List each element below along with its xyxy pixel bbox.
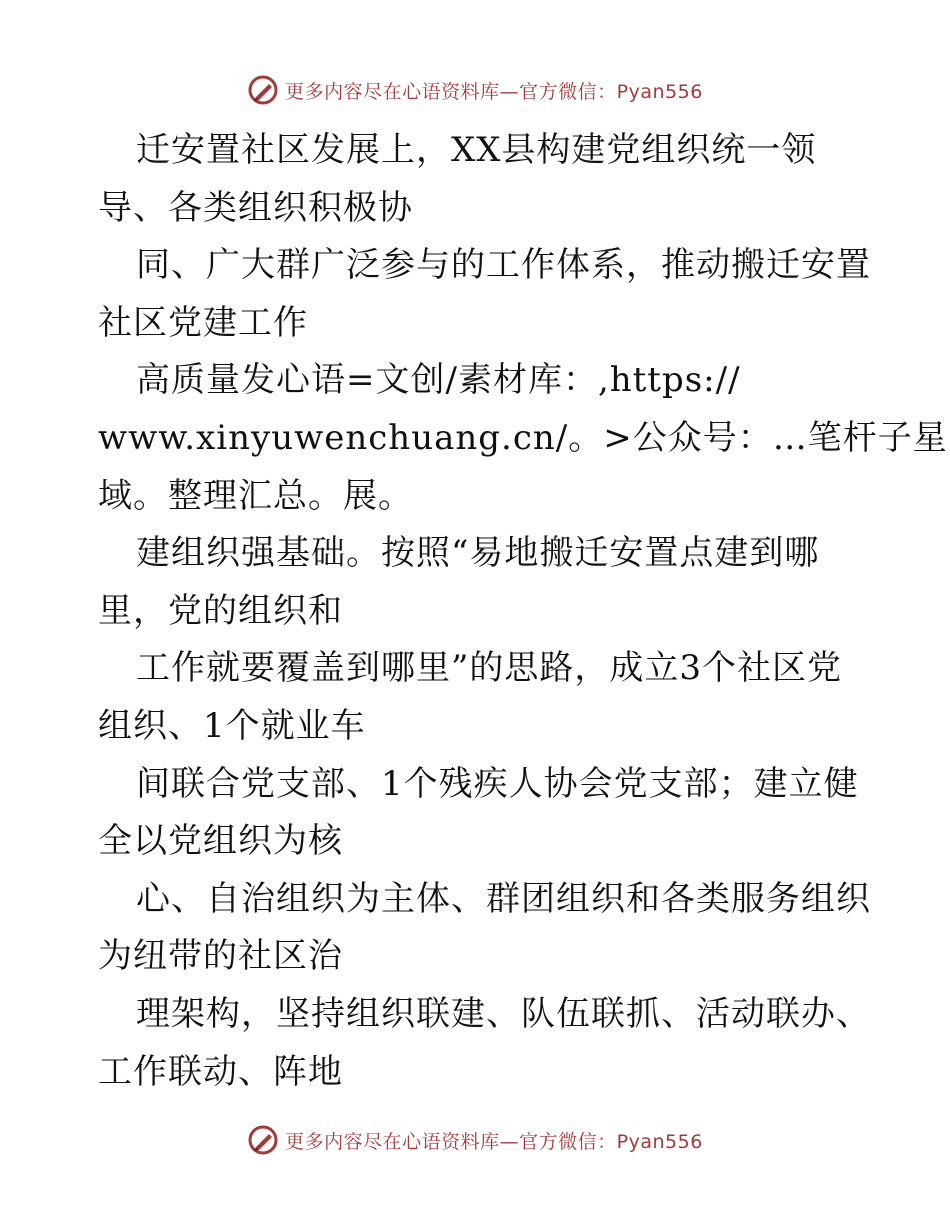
text-line: 高质量发心语=文创/素材库：,https:// <box>136 360 741 401</box>
text-line: 里，党的组织和 <box>98 590 343 631</box>
pen-emblem-icon <box>247 74 279 106</box>
header-watermark <box>0 72 950 108</box>
text-line: 理架构，坚持组织联建、队伍联抓、活动联办、 <box>136 993 871 1034</box>
text-line: 导、各类组织积极协 <box>98 187 413 228</box>
text-line: www.xinyuwenchuang.cn/。>公众号：…笔杆子星 <box>98 417 948 458</box>
text-line: 域。整理汇总。展。 <box>98 475 413 516</box>
text-line: 为纽带的社区治 <box>98 936 343 977</box>
text-line: 工作就要覆盖到哪里”的思路，成立3个社区党 <box>136 648 843 689</box>
text-line: 心、自治组织为主体、群团组织和各类服务组织 <box>136 878 871 919</box>
text-line: 迁安置社区发展上，XX县构建党组织统一领 <box>136 130 817 170</box>
text-line: 全以党组织为核 <box>98 821 343 862</box>
pen-emblem-icon <box>247 1124 279 1156</box>
text-line: 间联合党支部、1个残疾人协会党支部；建立健 <box>136 763 859 804</box>
text-line: 建组织强基础。按照“易地搬迁安置点建到哪 <box>136 533 820 574</box>
watermark-text: 更多内容尽在心语资料库—官方微信：Pyan556 <box>285 1130 703 1153</box>
text-line: 同、广大群广泛参与的工作体系，推动搬迁安置 <box>136 245 871 286</box>
document-body <box>98 122 948 1101</box>
text-line: 组织、1个就业车 <box>98 705 366 746</box>
footer-watermark <box>0 1122 950 1158</box>
text-line: 社区党建工作 <box>98 302 308 343</box>
watermark-text: 更多内容尽在心语资料库—官方微信：Pyan556 <box>285 80 703 103</box>
text-line: 工作联动、阵地 <box>98 1051 343 1092</box>
